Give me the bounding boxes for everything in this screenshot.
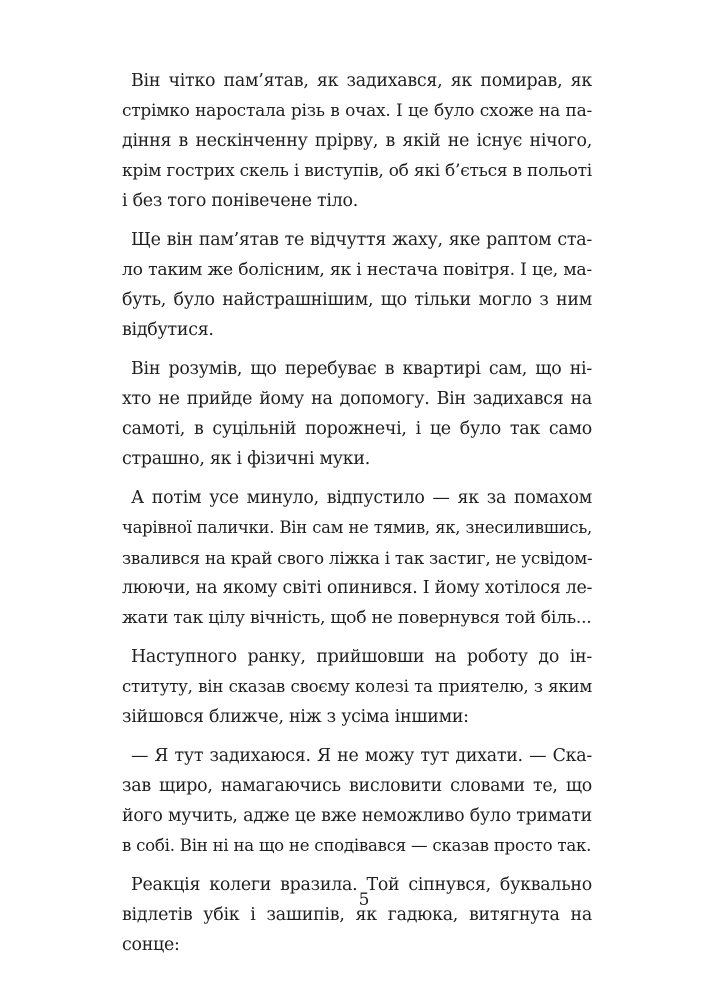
text-line: його мучить, адже це вже неможливо було тримати <box>122 806 592 826</box>
text-line: відбутися. <box>122 320 214 340</box>
text-line: стрімко наростала різь в очах. І це було схоже на па- <box>122 101 592 121</box>
text-line: в собі. Він ні на що не сподівався — сказав просто так. <box>122 836 592 855</box>
paragraph <box>122 642 592 732</box>
text-line: буть, було найстрашнішим, що тільки могло з ним <box>122 290 592 310</box>
paragraph <box>122 354 592 474</box>
text-line: жати так цілу вічність, щоб не повернувся той біль... <box>122 608 592 628</box>
text-line: ло таким же болісним, як і нестача повітря. І це, ма- <box>122 260 592 280</box>
text-line: страшно, як і фізичні муки. <box>122 449 371 469</box>
text-line: зав щиро, намагаючись висловити словами те, що <box>122 776 592 796</box>
text-line: хто не прийде йому на допомогу. Він задихався на <box>122 389 592 409</box>
text-line: звалився на край свого ліжка і так застиг, не усвідом- <box>122 548 593 568</box>
text-line: — Я тут задихаюся. Я не можу тут дихати. — Ска- <box>131 746 592 766</box>
text-line: ституту, він сказав своєму колезі та приятелю, з яким <box>122 677 592 696</box>
paragraph <box>122 66 592 216</box>
text-line: Він розумів, що перебуває в квартирі сам, що ні- <box>131 359 592 379</box>
text-line: крім гострих скель і виступів, об які б’ється в польоті <box>122 161 592 181</box>
text-line: чарівної палички. Він сам не тямив, як, знесилившись, <box>122 518 592 537</box>
text-line: Ще він пам’ятав те відчуття жаху, яке раптом ста- <box>131 230 592 250</box>
paragraph <box>122 225 592 345</box>
text-line: А потім усе минуло, відпустило — як за помахом <box>131 488 592 508</box>
text-line: відлетів убік і зашипів, як гадюка, витягнута на <box>122 905 592 925</box>
text-line: і без того понівечене тіло. <box>122 191 359 211</box>
text-line: діння в нескінченну прірву, в якій не існує нічого, <box>122 131 592 151</box>
text-line: Він чітко пам’ятав, як задихався, як помирав, як <box>131 71 592 91</box>
page-number: 5 <box>358 890 370 910</box>
paragraph <box>122 741 592 861</box>
text-line: зійшовся ближче, ніж з усіма іншими: <box>122 707 469 727</box>
text-line: сонце: <box>122 935 180 955</box>
text-line: люючи, на якому світі опинився. І йому хотілося ле- <box>122 578 593 598</box>
paragraph <box>122 483 592 633</box>
paragraph <box>122 870 592 960</box>
text-line: Реакція колеги вразила. Той сіпнувся, буквально <box>131 875 592 895</box>
text-line: Наступного ранку, прийшовши на роботу до ін- <box>131 647 592 667</box>
body-text <box>122 66 592 969</box>
text-line: самоті, в суцільній порожнечі, і це було так само <box>122 419 592 439</box>
